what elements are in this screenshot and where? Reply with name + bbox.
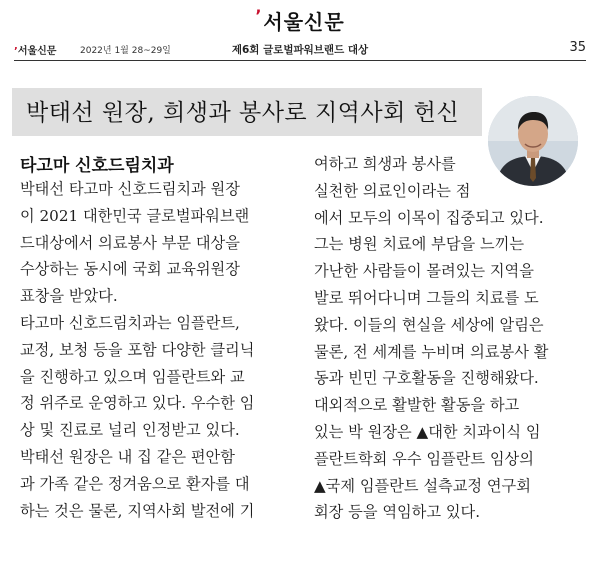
- article-line: 정 위주로 운영하고 있다. 우수한 임: [20, 394, 255, 413]
- article-line: 상 및 진료로 널리 인정받고 있다.: [20, 421, 240, 440]
- paper-comma: ’: [14, 46, 18, 57]
- article-line: 물론, 전 세계를 누비며 의료봉사 활: [314, 342, 549, 361]
- article-line: 왔다. 이들의 현실을 세상에 알림은: [314, 315, 544, 334]
- article-line: 을 진행하고 있으며 임플란트와 교: [20, 367, 245, 386]
- page-number: 35: [569, 40, 586, 55]
- article-line: 실천한 의료인이라는 점: [314, 181, 471, 200]
- article-line: 발로 뛰어다니며 그들의 치료를 도: [314, 288, 539, 307]
- article-line: 여하고 희생과 봉사를: [314, 155, 456, 173]
- article-line: 가난한 사람들이 몰려있는 지역을: [314, 262, 534, 281]
- article-line: 교정, 보청 등을 포함 다양한 클리닉: [20, 340, 255, 359]
- article-line: 과 가족 같은 정겨움으로 환자를 대: [20, 474, 250, 493]
- article-column-right: [314, 151, 584, 526]
- header-rule: [14, 60, 586, 61]
- article-line: 박태선 타고마 신호드림치과 원장: [20, 180, 240, 198]
- issue-date: 2022년 1월 28~29일: [80, 46, 171, 56]
- paper-name-text: 서울신문: [17, 46, 57, 57]
- headline: 박태선 원장, 희생과 봉사로 지역사회 헌신: [26, 100, 460, 126]
- article-line: 동과 빈민 구호활동을 진행해왔다.: [314, 369, 539, 388]
- masthead-title: 서울신문: [263, 10, 345, 34]
- masthead-comma: ’: [255, 6, 263, 25]
- article-line: 수상하는 동시에 국회 교육위원장: [20, 260, 240, 279]
- article-line: 있는 박 원장은 ▲대한 치과이식 임: [314, 422, 541, 441]
- article-line: 하는 것은 물론, 지역사회 발전에 기: [20, 501, 255, 520]
- article-line: 표창을 받았다.: [20, 287, 118, 306]
- masthead: [0, 6, 600, 35]
- article-line: ▲국제 임플란트 설측교정 연구회: [314, 476, 531, 495]
- article-line: 회장 등을 역임하고 있다.: [314, 503, 481, 522]
- info-row: [14, 40, 586, 58]
- article-column-left: [20, 176, 288, 524]
- article-line: 타고마 신호드림치과는 임플란트,: [20, 313, 240, 332]
- article-line: 플란트학회 우수 임플란트 임상의: [314, 449, 534, 468]
- article-line: 에서 모두의 이목이 집중되고 있다.: [314, 208, 544, 227]
- section-title: 제6회 글로벌파워브랜드 대상: [231, 44, 369, 56]
- article-line: 드대상에서 의료봉사 부문 대상을: [20, 233, 240, 252]
- clinic-subhead: 타고마 신호드림치과: [20, 156, 174, 176]
- article-line: 이 2021 대한민국 글로벌파워브랜: [20, 206, 250, 225]
- article-line: 박태선 원장은 내 집 같은 편안함: [20, 447, 235, 466]
- article-line: 대외적으로 활발한 활동을 하고: [314, 396, 520, 415]
- article-line: 그는 병원 치료에 부담을 느끼는: [314, 235, 525, 254]
